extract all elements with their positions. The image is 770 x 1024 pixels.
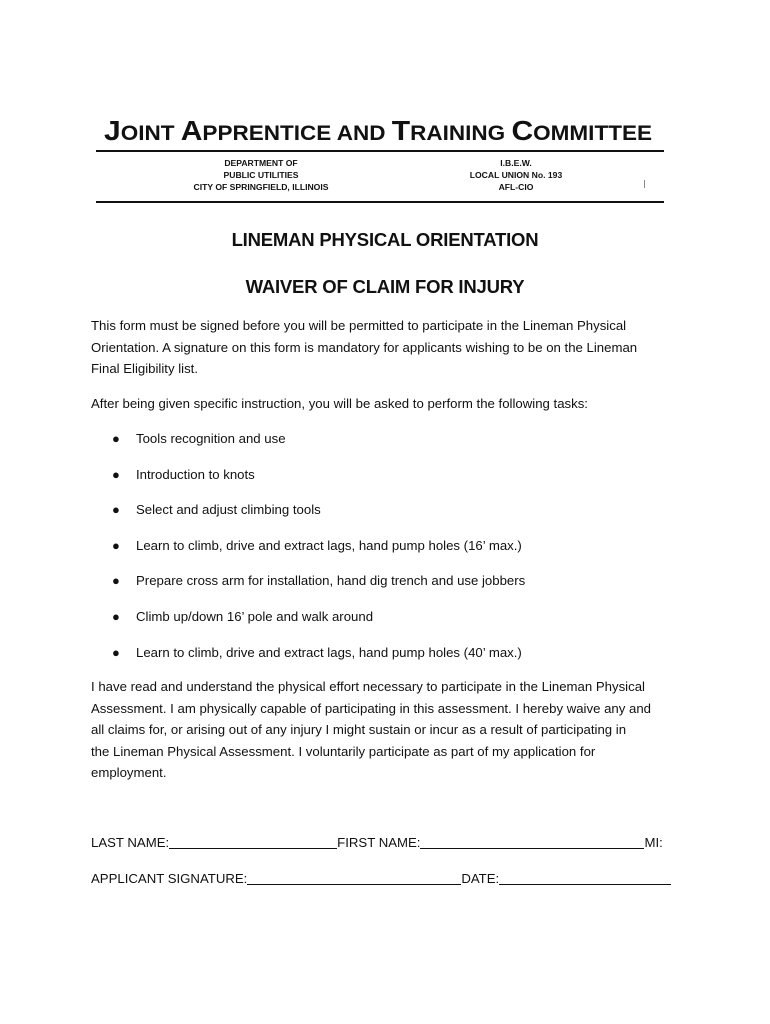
title-cap-a: A [180, 115, 201, 146]
title-rest-raining: RAINING [410, 122, 505, 145]
list-item [112, 428, 672, 464]
last-name-field[interactable] [169, 834, 337, 849]
list-item [112, 499, 672, 535]
bullet-icon: ● [112, 644, 120, 660]
name-fields-row [91, 834, 691, 850]
right-org-line: AFL-CIO [498, 182, 534, 192]
task-label: Learn to climb, drive and extract lags, hand pump holes (16’ max.) [136, 537, 522, 553]
right-organization [450, 157, 582, 193]
intro-paragraph [91, 315, 691, 380]
mi-label: MI: [644, 835, 663, 850]
task-label: Tools recognition and use [136, 431, 286, 446]
first-name-field[interactable] [420, 834, 644, 849]
waiver-line: Assessment. I am physically capable of participating in this assessment. I hereby waive any and [91, 700, 652, 716]
right-org-line: LOCAL UNION No. 193 [469, 170, 563, 180]
committee-title [104, 108, 664, 148]
bullet-icon: ● [112, 537, 120, 553]
task-label: Introduction to knots [136, 466, 255, 482]
title-rest-ommittee: OMMITTEE [533, 122, 644, 145]
task-label: Prepare cross arm for installation, hand dig trench and use jobbers [136, 573, 526, 589]
task-label: Learn to climb, drive and extract lags, hand pump holes (40’ max.) [136, 644, 522, 660]
committee-title-svg [104, 108, 664, 148]
left-org-line: CITY OF SPRINGFIELD, ILLINOIS [193, 182, 329, 192]
document-subtitle: WAIVER OF CLAIM FOR INJURY [245, 276, 525, 297]
waiver-paragraph [91, 676, 691, 784]
waiver-line: I have read and understand the physical effort necessary to participate in the Lineman Physical [91, 679, 645, 694]
scan-mark [644, 180, 645, 188]
date-label: DATE: [461, 871, 500, 886]
waiver-line: the Lineman Physical Assessment. I voluntarily participate as part of my application for [91, 743, 596, 759]
date-field[interactable] [499, 870, 671, 885]
left-org-line: PUBLIC UTILITIES [223, 170, 299, 180]
intro-line: Orientation. A signature on this form is mandatory for applicants wishing to be on the Lineman [91, 339, 638, 355]
signature-field[interactable] [247, 870, 461, 885]
right-org-line: I.B.E.W. [500, 158, 532, 168]
list-item [112, 642, 672, 678]
bullet-icon: ● [112, 466, 120, 482]
document-title: LINEMAN PHYSICAL ORIENTATION [231, 229, 539, 250]
bullet-icon: ● [112, 502, 120, 518]
bullet-icon: ● [112, 573, 120, 589]
title-rest-oint: OINT [120, 122, 177, 145]
header-bottom-rule [96, 201, 664, 203]
intro-line: This form must be signed before you will be permitted to participate in the Lineman Physical [91, 318, 627, 333]
last-name-label: LAST NAME: [91, 835, 170, 850]
signature-fields-row [91, 870, 691, 886]
intro-line: Final Eligibility list. [91, 361, 198, 377]
list-item [112, 570, 672, 606]
instruction-text: After being given specific instruction, you will be asked to perform the following tasks: [91, 396, 588, 411]
bullet-icon: ● [112, 431, 120, 446]
title-cap-c: C [511, 115, 532, 146]
signature-label: APPLICANT SIGNATURE: [91, 871, 248, 886]
waiver-line: employment. [91, 765, 167, 781]
left-org-line: DEPARTMENT OF [224, 158, 298, 168]
task-list [112, 428, 672, 677]
first-name-label: FIRST NAME: [337, 835, 421, 850]
list-item [112, 464, 672, 500]
header-top-rule [96, 150, 664, 152]
title-cap-t: T [391, 115, 409, 146]
svg-text:JOINT APPRENTICE AND TRAINING [104, 115, 652, 146]
list-item [112, 535, 672, 571]
title-rest-pprentice: PPRENTICE AND [202, 122, 380, 145]
list-item [112, 606, 672, 642]
bullet-icon: ● [112, 608, 120, 624]
title-cap-j: J [104, 115, 120, 146]
left-organization [166, 157, 356, 193]
task-label: Select and adjust climbing tools [136, 502, 321, 518]
task-label: Climb up/down 16’ pole and walk around [136, 608, 374, 624]
waiver-line: all claims for, or arising out of any injury I might sustain or incur as a result of participating in [91, 722, 627, 738]
